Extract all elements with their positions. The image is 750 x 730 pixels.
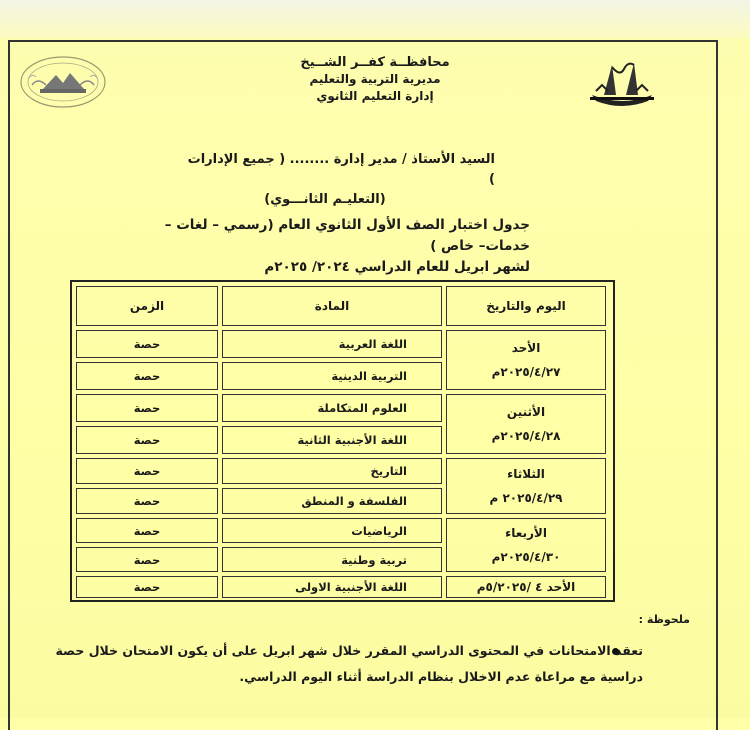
kafr-el-sheikh-emblem-icon bbox=[582, 55, 662, 110]
day-name: الأثنين bbox=[506, 405, 546, 419]
header-subject: المادة bbox=[222, 286, 442, 326]
directorate-name: مديرية التربية والتعليم bbox=[309, 72, 441, 86]
subject-cell: اللغة الأجنبية الثانية bbox=[222, 426, 442, 454]
time-cell: حصة bbox=[76, 547, 218, 572]
header-day-date: اليوم والتاريخ bbox=[446, 286, 606, 326]
time-cell: حصة bbox=[76, 518, 218, 543]
subject-cell: التربية الدينية bbox=[222, 362, 442, 390]
day-cell bbox=[446, 458, 606, 514]
day-name: الأحد bbox=[511, 341, 541, 355]
time-cell: حصة bbox=[76, 426, 218, 454]
subject-cell: اللغة العربية bbox=[222, 330, 442, 358]
day-date: ٢٠٢٥/٤/٢٧م bbox=[491, 365, 561, 379]
header-time: الزمن bbox=[76, 286, 218, 326]
day-cell bbox=[446, 394, 606, 454]
day-name: الأحد ٤ /٥/٢٠٢٥م bbox=[476, 580, 576, 594]
subject-cell: التاريخ bbox=[222, 458, 442, 484]
notes-label: ملحوظة : bbox=[638, 613, 690, 626]
photo-top-edge bbox=[0, 0, 750, 38]
time-cell: حصة bbox=[76, 362, 218, 390]
governorate-name: محافظــة كفــر الشــيخ bbox=[300, 55, 450, 70]
day-cell bbox=[446, 330, 606, 390]
time-cell: حصة bbox=[76, 458, 218, 484]
subject-cell: العلوم المتكاملة bbox=[222, 394, 442, 422]
exam-schedule-table bbox=[70, 280, 615, 602]
addressee-block bbox=[185, 150, 495, 210]
time-cell: حصة bbox=[76, 330, 218, 358]
day-cell bbox=[446, 576, 606, 598]
addressee-line: السيد الأستاذ / مدير إدارة ........ ( جميع الإدارات ) bbox=[187, 152, 495, 187]
administration-name: إدارة التعليم الثانوي bbox=[316, 89, 434, 103]
time-cell: حصة bbox=[76, 394, 218, 422]
day-date: ٢٠٢٥/٤/٢٩ م bbox=[489, 491, 563, 505]
day-name: الأربعاء bbox=[505, 526, 547, 540]
subject-cell: تربية وطنية bbox=[222, 547, 442, 572]
addressee-subline: (التعليـم الثانـــوي) bbox=[264, 192, 386, 207]
letterhead bbox=[250, 54, 500, 105]
day-date: ٢٠٢٥/٤/٢٨م bbox=[491, 429, 561, 443]
day-cell bbox=[446, 518, 606, 572]
subject-cell: الفلسفة و المنطق bbox=[222, 488, 442, 514]
title-line-1: جدول اختبار الصف الأول الثانوي العام (رسمي – لغات – خدمات– خاص ) bbox=[164, 217, 530, 254]
subject-cell: الرياضيات bbox=[222, 518, 442, 543]
day-date: ٢٠٢٥/٤/٣٠م bbox=[491, 550, 561, 564]
subject-cell: اللغة الأجنبية الاولى bbox=[222, 576, 442, 598]
time-cell: حصة bbox=[76, 488, 218, 514]
schedule-title bbox=[110, 215, 530, 278]
day-name: الثلاثاء bbox=[507, 467, 545, 481]
note-item: تعقد الامتحانات في المحتوى الدراسي المقرر خلال شهر ابريل على أن يكون الامتحان خلال حصة دراسية مع مراعاة عدم الاخلال بنظام الدراسة أثناء اليوم الدراسي. bbox=[55, 643, 643, 684]
time-cell: حصة bbox=[76, 576, 218, 598]
title-line-2: لشهر ابريل للعام الدراسي ٢٠٢٤/ ٢٠٢٥م bbox=[264, 259, 530, 275]
ministry-emblem-icon bbox=[18, 55, 108, 110]
